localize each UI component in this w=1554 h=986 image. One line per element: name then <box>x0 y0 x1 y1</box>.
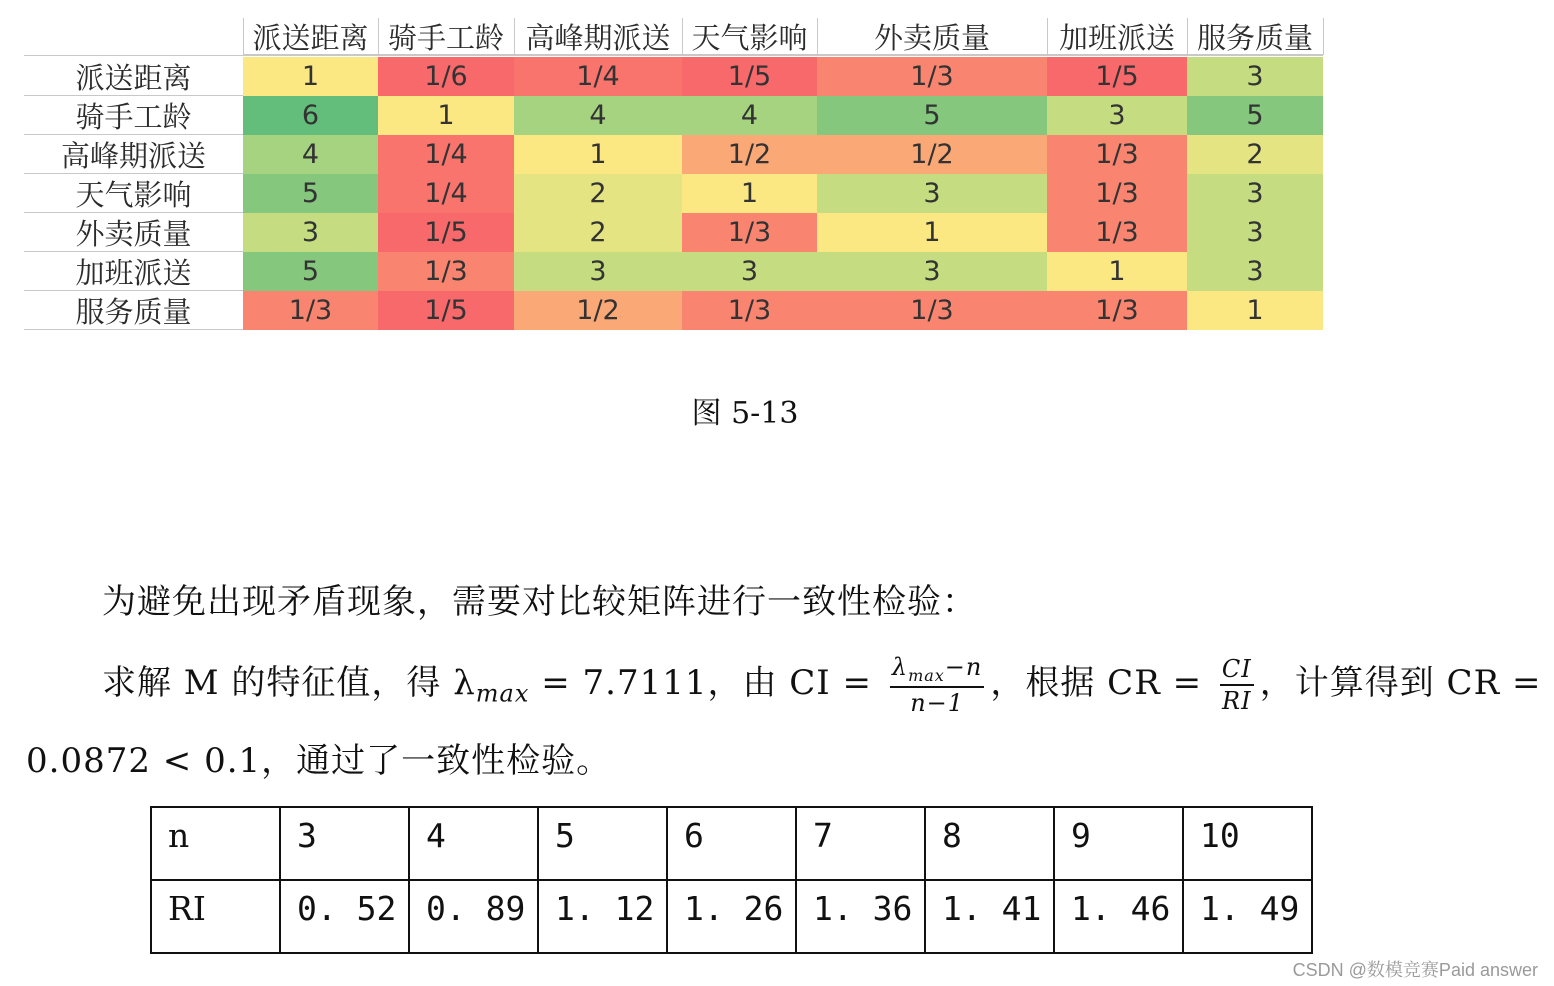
ri-cell: 0. 52 <box>280 880 409 953</box>
matrix-cell: 5 <box>243 252 378 291</box>
matrix-cell: 1/3 <box>1047 174 1187 213</box>
lambda-subscript: max <box>475 679 530 708</box>
matrix-cell: 3 <box>682 252 817 291</box>
matrix-cell: 1/5 <box>1047 57 1187 96</box>
matrix-cell: 1/3 <box>1047 291 1187 330</box>
header-separator <box>243 18 244 55</box>
eigen-text-4: ，计算得到 CR = <box>1259 662 1542 703</box>
matrix-cell: 1/3 <box>378 252 514 291</box>
ci-num-lambda: λ <box>891 653 909 681</box>
matrix-cell: 3 <box>1187 174 1323 213</box>
matrix-row-header: 派送距离 <box>24 57 243 96</box>
ri-cell: 1. 46 <box>1054 880 1183 953</box>
matrix-cell: 1/3 <box>817 291 1047 330</box>
header-separator <box>1187 18 1188 55</box>
matrix-cell: 1/3 <box>682 213 817 252</box>
matrix-cell: 4 <box>514 96 682 135</box>
table-row-ri <box>151 880 1312 953</box>
n-cell: 3 <box>280 807 409 880</box>
matrix-cell: 5 <box>1187 96 1323 135</box>
cr-fraction <box>1220 654 1254 716</box>
cr-denominator: RI <box>1222 686 1252 715</box>
matrix-column-header: 骑手工龄 <box>378 18 514 55</box>
header-separator <box>1047 18 1048 55</box>
matrix-cell: 3 <box>1187 252 1323 291</box>
matrix-cell: 3 <box>1047 96 1187 135</box>
ri-cell: 1. 36 <box>796 880 925 953</box>
matrix-cell: 2 <box>514 213 682 252</box>
matrix-cell: 1/4 <box>514 57 682 96</box>
n-cell: 7 <box>796 807 925 880</box>
matrix-cell: 1/5 <box>378 213 514 252</box>
ri-cell: 1. 26 <box>667 880 796 953</box>
figure-caption: 图 5-13 <box>691 396 799 431</box>
matrix-row-header: 服务质量 <box>24 291 243 330</box>
matrix-cell: 1 <box>378 96 514 135</box>
matrix-cell: 1/3 <box>817 57 1047 96</box>
matrix-cell: 1/2 <box>817 135 1047 174</box>
header-separator <box>817 18 818 55</box>
matrix-cell: 1 <box>682 174 817 213</box>
matrix-cell: 5 <box>243 174 378 213</box>
eigen-text-2: = 7.7111，由 CI = <box>529 662 884 703</box>
matrix-column-header: 加班派送 <box>1047 18 1187 55</box>
matrix-column-header: 天气影响 <box>682 18 817 55</box>
matrix-cell: 3 <box>243 213 378 252</box>
ci-num-sub: max <box>908 665 945 685</box>
matrix-cell: 1/5 <box>378 291 514 330</box>
matrix-cell: 1/4 <box>378 135 514 174</box>
paragraph-eigenvalue <box>102 652 1541 718</box>
matrix-row-header: 外卖质量 <box>24 213 243 252</box>
matrix-row-header: 骑手工龄 <box>24 96 243 135</box>
eigen-text-1: 求解 M 的特征值，得 λ <box>102 662 476 703</box>
n-cell: 6 <box>667 807 796 880</box>
matrix-cell: 2 <box>1187 135 1323 174</box>
matrix-cell: 1/3 <box>243 291 378 330</box>
matrix-row-header: 高峰期派送 <box>24 135 243 174</box>
header-bottom-line <box>24 55 1323 56</box>
n-cell: 8 <box>925 807 1054 880</box>
ri-cell: 1. 49 <box>1183 880 1312 953</box>
matrix-cell: 1/2 <box>682 135 817 174</box>
n-label-cell: n <box>151 807 280 880</box>
cr-numerator: CI <box>1220 654 1254 686</box>
ri-cell: 0. 89 <box>409 880 538 953</box>
ri-table <box>150 806 1313 954</box>
matrix-cell: 3 <box>1187 213 1323 252</box>
matrix-cell: 6 <box>243 96 378 135</box>
matrix-cell: 2 <box>514 174 682 213</box>
matrix-cell: 1/3 <box>1047 213 1187 252</box>
n-cell: 4 <box>409 807 538 880</box>
table-row-n <box>151 807 1312 880</box>
matrix-row-header: 加班派送 <box>24 252 243 291</box>
matrix-cell: 1 <box>1047 252 1187 291</box>
matrix-row-header: 天气影响 <box>24 174 243 213</box>
eigen-text-3: ，根据 CR = <box>990 662 1214 703</box>
matrix-cell: 1 <box>243 57 378 96</box>
n-cell: 10 <box>1183 807 1312 880</box>
matrix-cell: 1/4 <box>378 174 514 213</box>
matrix-cell: 4 <box>243 135 378 174</box>
matrix-column-header: 高峰期派送 <box>514 18 682 55</box>
watermark: CSDN @数模竞赛Paid answer <box>1292 960 1538 980</box>
matrix-cell: 1/3 <box>1047 135 1187 174</box>
header-separator <box>514 18 515 55</box>
ri-cell: 1. 12 <box>538 880 667 953</box>
n-cell: 5 <box>538 807 667 880</box>
matrix-cell: 1/5 <box>682 57 817 96</box>
n-cell: 9 <box>1054 807 1183 880</box>
matrix-cell: 1/3 <box>682 291 817 330</box>
header-separator <box>1323 18 1324 55</box>
matrix-cell: 1 <box>817 213 1047 252</box>
matrix-cell: 3 <box>514 252 682 291</box>
paragraph-cr-result: 0.0872 < 0.1，通过了一致性检验。 <box>26 741 612 781</box>
matrix-column-header: 派送距离 <box>243 18 378 55</box>
header-separator <box>378 18 379 55</box>
matrix-cell: 3 <box>817 252 1047 291</box>
ri-cell: 1. 41 <box>925 880 1054 953</box>
header-separator <box>682 18 683 55</box>
matrix-cell: 1 <box>514 135 682 174</box>
matrix-cell: 3 <box>1187 57 1323 96</box>
matrix-cell: 1 <box>1187 291 1323 330</box>
matrix-cell: 1/6 <box>378 57 514 96</box>
matrix-cell: 3 <box>817 174 1047 213</box>
ci-denominator: n−1 <box>910 688 965 717</box>
matrix-cell: 4 <box>682 96 817 135</box>
matrix-column-header: 外卖质量 <box>817 18 1047 55</box>
ri-label-cell: RI <box>151 880 280 953</box>
matrix-column-header: 服务质量 <box>1187 18 1323 55</box>
ci-fraction <box>890 652 985 718</box>
paragraph-consistency-intro: 为避免出现矛盾现象，需要对比较矩阵进行一致性检验： <box>102 582 977 622</box>
matrix-cell: 1/2 <box>514 291 682 330</box>
matrix-cell: 5 <box>817 96 1047 135</box>
ci-num-rest: −n <box>944 653 983 681</box>
